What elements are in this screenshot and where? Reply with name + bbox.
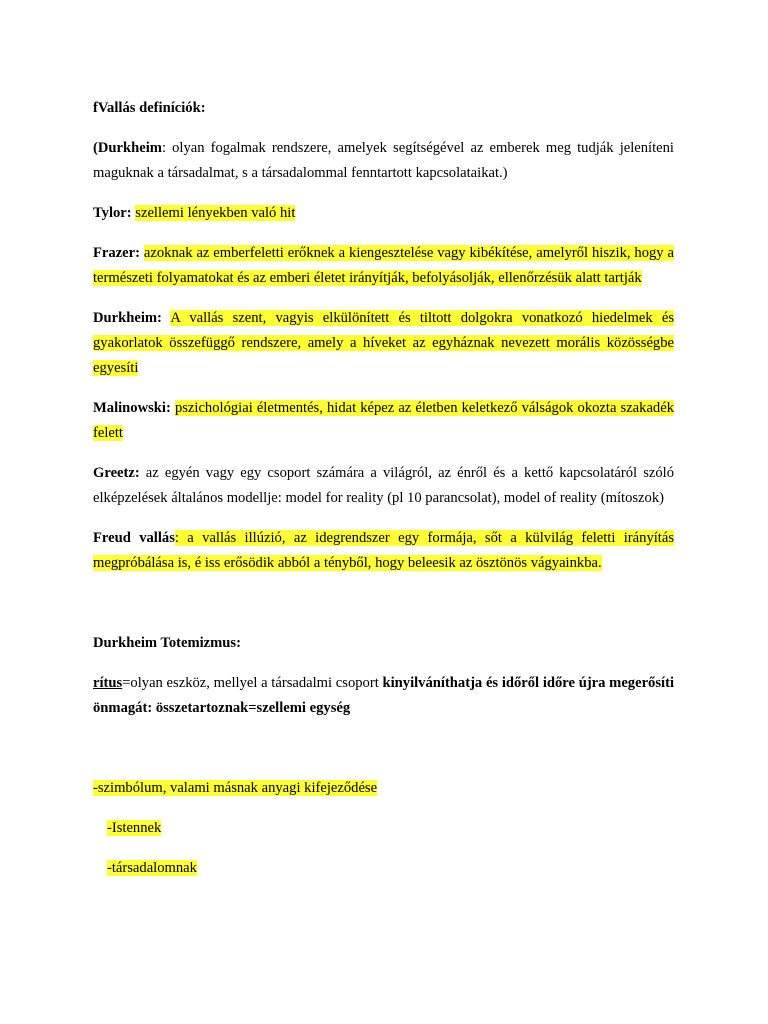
list-item: -társadalomnak xyxy=(107,860,197,876)
durkheim-definition-1: (Durkheim: olyan fogalmak rendszere, amelyek segítségével az emberek meg tudják jeleníteni maguknak a társadalmat, s a társadalommal fenntartott kapcsolataikat.) xyxy=(93,140,674,181)
greetz-definition: Greetz: az egyén vagy egy csoport számára a világról, az énről és a kettő kapcsolatáról szóló elképzelések általános modellje: model for reality (pl 10 parancsolat), model of reality (mítoszok) xyxy=(93,465,674,506)
spacer xyxy=(93,736,674,776)
list-item: -Istennek xyxy=(107,820,162,836)
malinowski-definition: Malinowski: pszichológiai életmentés, hidat képez az életben keletkező válságok okozta szakadék felett xyxy=(93,400,674,441)
list-item: -szimbólum, valami másnak anyagi kifejeződése xyxy=(93,780,378,796)
frazer-definition: Frazer: azoknak az emberfeletti erőknek a kiengesztelése vagy kibékítése, amelyről hiszik, hogy a természeti folyamatokat és az emberi életet irányítják, befolyásolják, ellenőrzésük alatt tartják xyxy=(93,245,674,286)
freud-definition: Freud vallás: a vallás illúzió, az idegrendszer egy formája, sőt a külvilág feletti irányítás megpróbálása is, é iss erősödik abból a tényből, hogy beleesik az ösztönös vágyainkba. xyxy=(93,530,675,571)
durkheim-definition-2: Durkheim: A vallás szent, vagyis elkülönített és tiltott dolgokra vonatkozó hiedelmek és gyakorlatok összefüggő rendszere, amely a híveket az egyháznak nevezett morális közösségbe egyesíti xyxy=(93,310,675,376)
document-body xyxy=(93,96,674,896)
document-title: fVallás definíciók: xyxy=(93,100,206,116)
spacer xyxy=(93,591,674,631)
totemism-heading: Durkheim Totemizmus: xyxy=(93,635,241,651)
ritus-definition: rítus=olyan eszköz, mellyel a társadalmi csoport kinyilváníthatja és időről időre újra megerősíti önmagát: összetartoznak=szellemi egység xyxy=(93,675,675,716)
tylor-definition: Tylor: szellemi lényekben való hit xyxy=(93,205,296,221)
